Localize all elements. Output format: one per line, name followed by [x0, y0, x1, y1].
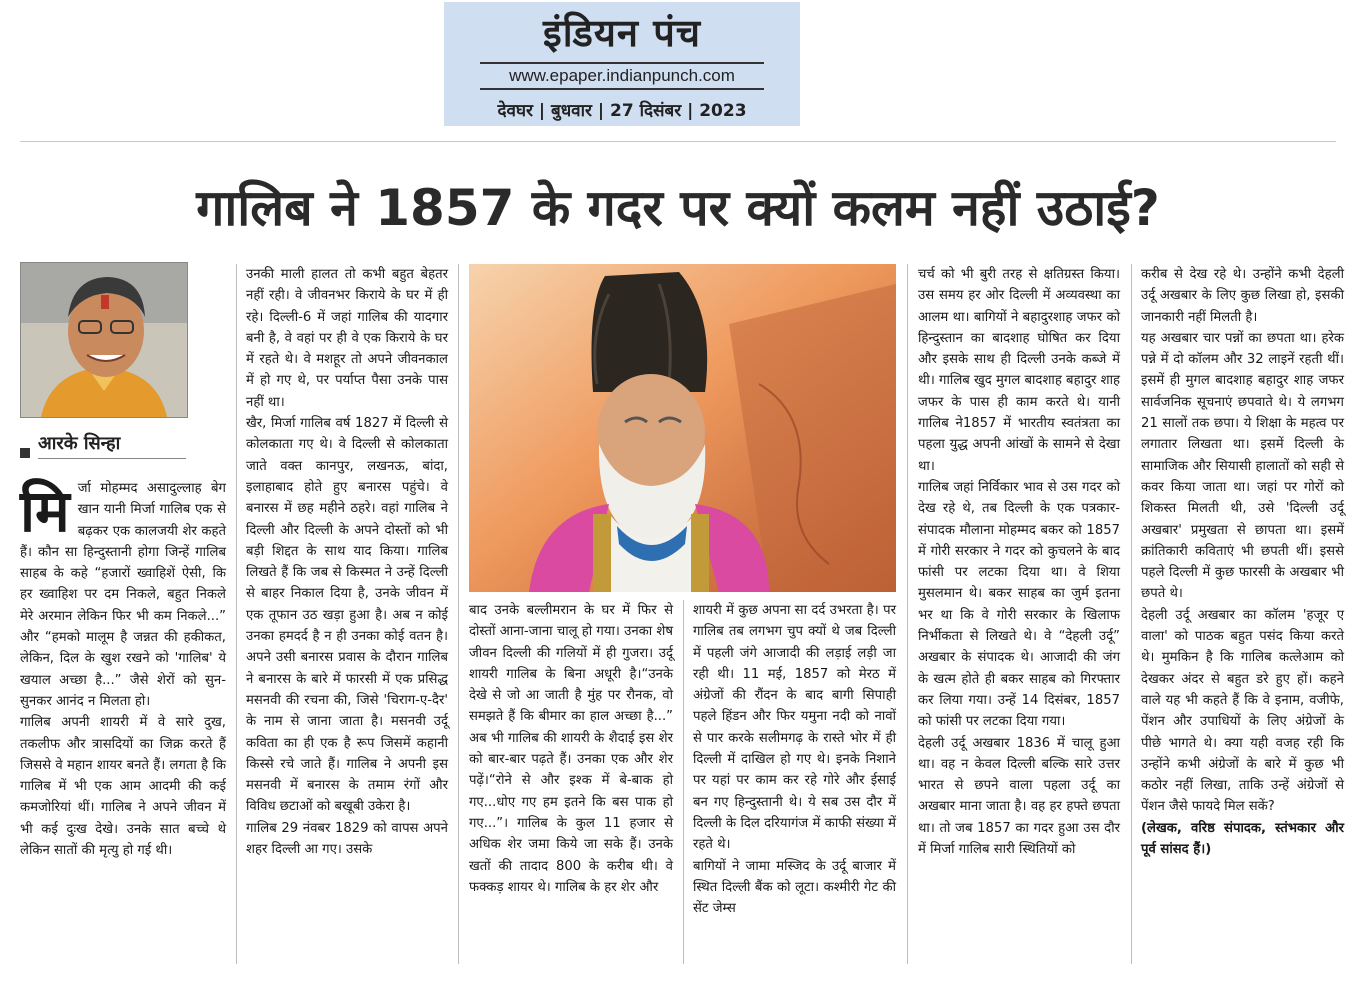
masthead — [444, 2, 800, 126]
column-6 — [1141, 264, 1344, 860]
ghalib-painting — [469, 264, 896, 592]
column-1 — [20, 478, 226, 861]
author-photo — [20, 262, 188, 418]
column-divider — [907, 264, 908, 964]
paragraph: शायरी में कुछ अपना सा दर्द उभरता है। पर गालिब तब लगभग चुप क्यों थे जब दिल्ली में पहली जंगे आजादी की लड़ाई लड़ी जा रही थी। 11 मई, 1857 को मेरठ में अंग्रेजों की रौंदन के बाद बागी सिपाही पहले हिंडन और फिर यमुना नदी को नावों से पार करके सलीमगढ़ के रास्ते भोर में ही दिल्ली में दाखिल हो गए थे। इनके निशाने पर यहां पर काम कर रहे गोरे और ईसाई बन गए हिन्दुस्तानी थे। ये सब उस दौर में दिल्ली के दिल दरियागंज में काफी संख्या में रहते थे। — [693, 603, 896, 853]
column-3 — [469, 600, 673, 898]
author-note: (लेखक, वरिष्ठ संपादक, स्तंभकार और पूर्व सांसद हैं।) — [1141, 820, 1344, 858]
paragraph: र्जा मोहम्मद असादुल्लाह बेग खान यानी मिर्जा गालिब एक से बढ़कर एक कालजयी शेर कहते हैं। कौन सा हिन्दुस्तानी होगा जिन्हें गालिब साहब के कहे “हजारों ख्वाहिशें ऐसी, कि हर ख्वाहिश पर दम निकले, बहुत निकले मेरे अरमान लेकिन फिर भी कम निकले...” और “हमको मालूम है जन्नत की हकीकत, लेकिन, दिल के खुश रखने को 'गालिब' ये खयाल अच्छा है...” जैसे शेरों को सुन-सुनकर आनंद न मिलता हो। — [20, 481, 226, 709]
column-divider — [683, 600, 684, 964]
drop-cap: मि — [20, 477, 70, 545]
column-divider — [458, 264, 459, 964]
column-divider — [1131, 264, 1132, 964]
dateline: देवघर | बुधवार | 27 दिसंबर | 2023 — [497, 101, 747, 121]
paragraph: गालिब 29 नंवबर 1829 को वापस अपने शहर दिल्ली आ गए। उसके — [246, 820, 448, 858]
paragraph: गालिब अपनी शायरी में वे सारे दुख, तकलीफ और त्रासदियों का जिक्र करते हैं जिससे वे महान शायर बनते हैं। लगता है कि गालिब में भी एक आम आदमी की कई कमजोरियां थीं। गालिब ने अपने जीवन में भी कई दुःख देखे। उनके सात बच्चे थे लेकिन सातों की मृत्यु हो गई थी। — [20, 715, 226, 859]
top-divider — [20, 141, 1336, 142]
paragraph: करीब से देख रहे थे। उन्होंने कभी देहली उर्दू अखबार के लिए कुछ लिखा हो, इसकी जानकारी नहीं मिलती है। — [1141, 267, 1344, 325]
paragraph: उनकी माली हालत तो कभी बहुत बेहतर नहीं रही। वे जीवनभर किराये के घर में ही रहे। दिल्ली-6 में जहां गालिब की यादगार बनी है, वे वहां पर ही वे एक किराये के घर में रहते थे। वे मशहूर तो अपने जीवनकाल में हो गए थे, पर पर्याप्त पैसा उनके पास नहीं था। — [246, 267, 448, 410]
newspaper-url[interactable]: www.epaper.indianpunch.com — [480, 62, 764, 90]
byline-marker — [20, 448, 30, 458]
author-name: आरके सिन्हा — [38, 433, 121, 454]
paragraph: बाद उनके बल्लीमरान के घर में फिर से दोस्तों आना-जाना चालू हो गया। उनका शेष जीवन दिल्ली की गलियों में ही गुजरा। उर्दू शायरी गालिब के बिना अधूरी है।“उनके देखे से जो आ जाती है मुंह पर रौनक, वो समझते हैं कि बीमार का हाल अच्छा है...” अब भी गालिब की शायरी के शैदाई इस शेर को बार-बार पढ़ते हैं। उनका एक और शेर पढ़ें।“रोने से और इश्क में बे-बाक हो गए...धोए गए हम इतने कि बस पाक हो गए...”। गालिब के कुल 11 हजार से अधिक शेर जमा किये जा सके हैं। उनके खतों की तादाद 800 के करीब थी। वे फक्कड़ शायर थे। गालिब के हर शेर और — [469, 603, 673, 895]
newspaper-title: इंडियन पंच — [543, 11, 701, 55]
column-4 — [693, 600, 896, 919]
paragraph: चर्च को भी बुरी तरह से क्षतिग्रस्त किया। उस समय हर ओर दिल्ली में अव्यवस्था का आलम था। बागियों ने बहादुरशाह जफर को हिन्दुस्तान का बादशाह घोषित कर दिया और इसके साथ ही दिल्ली उनके कब्जे में थी। गालिब खुद मुगल बादशाह बहादुर शाह जफर के पास ही काम करते थे। यानी गालिब ने1857 में भारतीय स्वतंत्रता का पहला युद्ध अपनी आंखों के सामने से देखा था। — [918, 267, 1120, 474]
article-headline: गालिब ने 1857 के गदर पर क्यों कलम नहीं उठाई? — [196, 179, 1160, 237]
paragraph: यह अखबार चार पन्नों का छपता था। हरेक पन्ने में दो कॉलम और 32 लाइनें रहती थीं। इसमें ही मुगल बादशाह बहादुर शाह जफर सार्वजनिक सूचनाएं छपवाते थे। ये लगभग 21 सालों तक छपा। ये शिक्षा के महत्व पर लगातार लिखता था। इसमें दिल्ली के सामाजिक और सियासी हालातों को सही से कवर किया जाता था। जहां पर गोरों को शिकस्त मिलती थी, उसे 'दिल्ली उर्दू अखबार' प्रमुखता से छापता था। इसमें क्रांतिकारी कविताएं भी छपती थीं। इससे पहले दिल्ली में कुछ फारसी के अखबार भी छपते थे। — [1141, 330, 1344, 602]
column-5 — [918, 264, 1120, 860]
paragraph: खैर, मिर्जा गालिब वर्ष 1827 में दिल्ली से कोलकाता गए थे। वे दिल्ली से कोलकाता जाते वक्त कानपुर, लखनऊ, बांदा, इलाहाबाद होते हुए बनारस पहुंचे। वे बनारस में छह महीने ठहरे। वहां गालिब ने दिल्ली और दिल्ली के अपने दोस्तों को भी बड़ी शिद्दत के साथ याद किया। गालिब लिखते हैं कि जब से किस्मत ने उन्हें दिल्ली से बाहर निकाल दिया है, उनके जीवन में एक तूफान उठ खड़ा हुआ है। अब न कोई उनका हमदर्द है न ही उनका कोई वतन है। अपने उसी बनारस प्रवास के दौरान गालिब ने बनारस के बारे में फारसी में एक प्रसिद्ध मसनवी की रचना की, जिसे 'चिराग-ए-दैर' के नाम से जाना जाता है। मसनवी उर्दू कविता का ही एक है रूप जिसमें कहानी किस्से रचे जाते हैं। गालिब ने अपनी इस मसनवी में बनारस के तमाम रंगों और विविध छटाओं को बखूबी उकेरा है। — [246, 416, 448, 815]
paragraph: गालिब जहां निर्विकार भाव से उस गदर को देख रहे थे, तब दिल्ली के एक पत्रकार-संपादक मौलाना मोहम्मद बकर को 1857 में गोरी सरकार ने गदर को कुचलने के बाद फांसी पर लटका दिया था। वे शिया मुसलमान थे। बकर साहब का जुर्म इतना भर था कि वे गोरी सरकार के खिलाफ निर्भीकता से लिखते थे। वे “देहली उर्दू” अखबार के संपादक थे। आजादी की जंग के खत्म होते ही बकर साहब को गिरफ्तार कर लिया गया। उन्हें 14 दिसंबर, 1857 को फांसी पर लटका दिया गया। — [918, 479, 1120, 730]
paragraph: देहली उर्दू अखबार 1836 में चालू हुआ था। वह न केवल दिल्ली बल्कि सारे उत्तर भारत से छपने वाला पहला उर्दू का अखबार माना जाता है। वह हर हफ्ते छपता था। तो जब 1857 का गदर हुआ उस दौर में मिर्जा गालिब सारी स्थितियों को — [918, 735, 1120, 858]
paragraph: बागियों ने जामा मस्जिद के उर्दू बाजार में स्थित दिल्ली बैंक को लूटा। कश्मीरी गेट की सेंट जेम्स — [693, 858, 896, 917]
column-divider — [236, 264, 237, 964]
paragraph: देहली उर्दू अखबार का कॉलम 'हजूर ए वाला' को पाठक बहुत पसंद किया करते थे। मुमकिन है कि गालिब कत्लेआम को देखकर अंदर से बहुत डरे हुए हों। कहने वाले यह भी कहते हैं कि वे इनाम, वजीफे, पेंशन और उपाधियों के लिए अंग्रेजों के पीछे भागते थे। क्या यही वजह रही कि उन्होंने कभी अंग्रेजों के बारे में कुछ भी कठोर नहीं लिखा, ताकि उन्हें अंग्रेजों से पेंशन जैसे फायदे मिल सकें? — [1141, 607, 1344, 815]
column-2 — [246, 264, 448, 860]
byline-underline — [38, 458, 186, 459]
